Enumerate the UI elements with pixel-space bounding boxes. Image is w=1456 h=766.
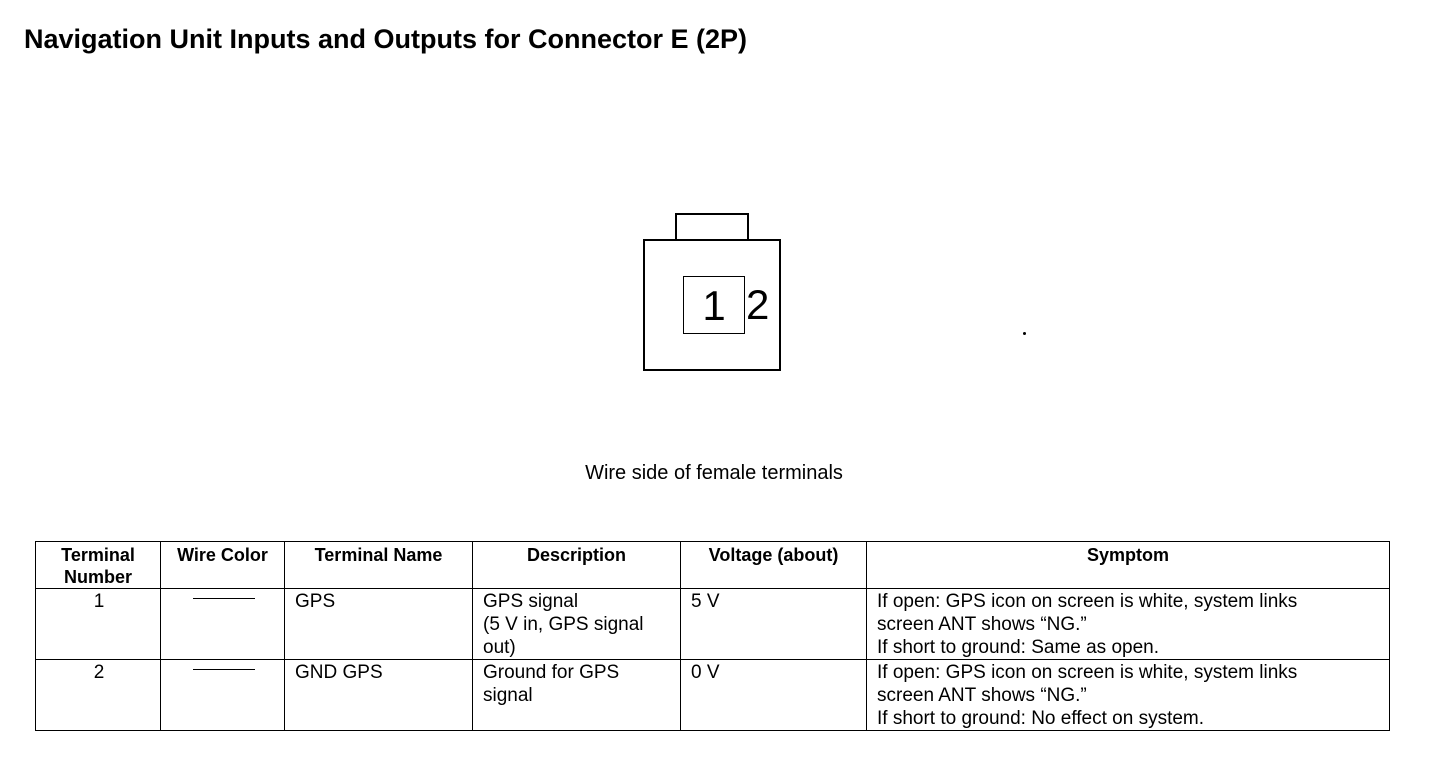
connector-caption: Wire side of female terminals bbox=[585, 462, 843, 484]
terminal-name-cell: GND GPS bbox=[285, 660, 473, 731]
table-header-row bbox=[36, 542, 1390, 589]
voltage-cell: 5 V bbox=[681, 589, 867, 660]
symptom-cell: If open: GPS icon on screen is white, system links screen ANT shows “NG.” If short to ground: No effect on system. bbox=[867, 660, 1390, 731]
connector-locking-tab bbox=[675, 213, 749, 240]
wire-color-dash bbox=[193, 669, 255, 670]
page-title: Navigation Unit Inputs and Outputs for Connector E (2P) bbox=[24, 24, 747, 54]
wire-color-cell bbox=[161, 589, 285, 660]
scan-speck bbox=[1023, 332, 1026, 335]
table-row bbox=[36, 589, 1390, 660]
header-voltage: Voltage (about) bbox=[681, 542, 867, 589]
table-row bbox=[36, 660, 1390, 731]
header-wire-color: Wire Color bbox=[161, 542, 285, 589]
connector-body bbox=[643, 239, 781, 371]
terminal-number-cell: 1 bbox=[36, 589, 161, 660]
terminal-1-cavity: 1 bbox=[683, 276, 745, 334]
symptom-cell: If open: GPS icon on screen is white, system links screen ANT shows “NG.” If short to ground: Same as open. bbox=[867, 589, 1390, 660]
header-description: Description bbox=[473, 542, 681, 589]
wire-color-dash bbox=[193, 598, 255, 599]
header-terminal-name: Terminal Name bbox=[285, 542, 473, 589]
wire-color-cell bbox=[161, 660, 285, 731]
connector-diagram bbox=[643, 213, 783, 373]
terminal-io-table bbox=[35, 541, 1390, 731]
terminal-number-cell: 2 bbox=[36, 660, 161, 731]
voltage-cell: 0 V bbox=[681, 660, 867, 731]
description-cell: GPS signal (5 V in, GPS signal out) bbox=[473, 589, 681, 660]
terminal-2-cavity: 2 bbox=[746, 281, 770, 328]
header-symptom: Symptom bbox=[867, 542, 1390, 589]
description-cell: Ground for GPS signal bbox=[473, 660, 681, 731]
terminal-name-cell: GPS bbox=[285, 589, 473, 660]
header-terminal-number: Terminal Number bbox=[36, 542, 161, 589]
